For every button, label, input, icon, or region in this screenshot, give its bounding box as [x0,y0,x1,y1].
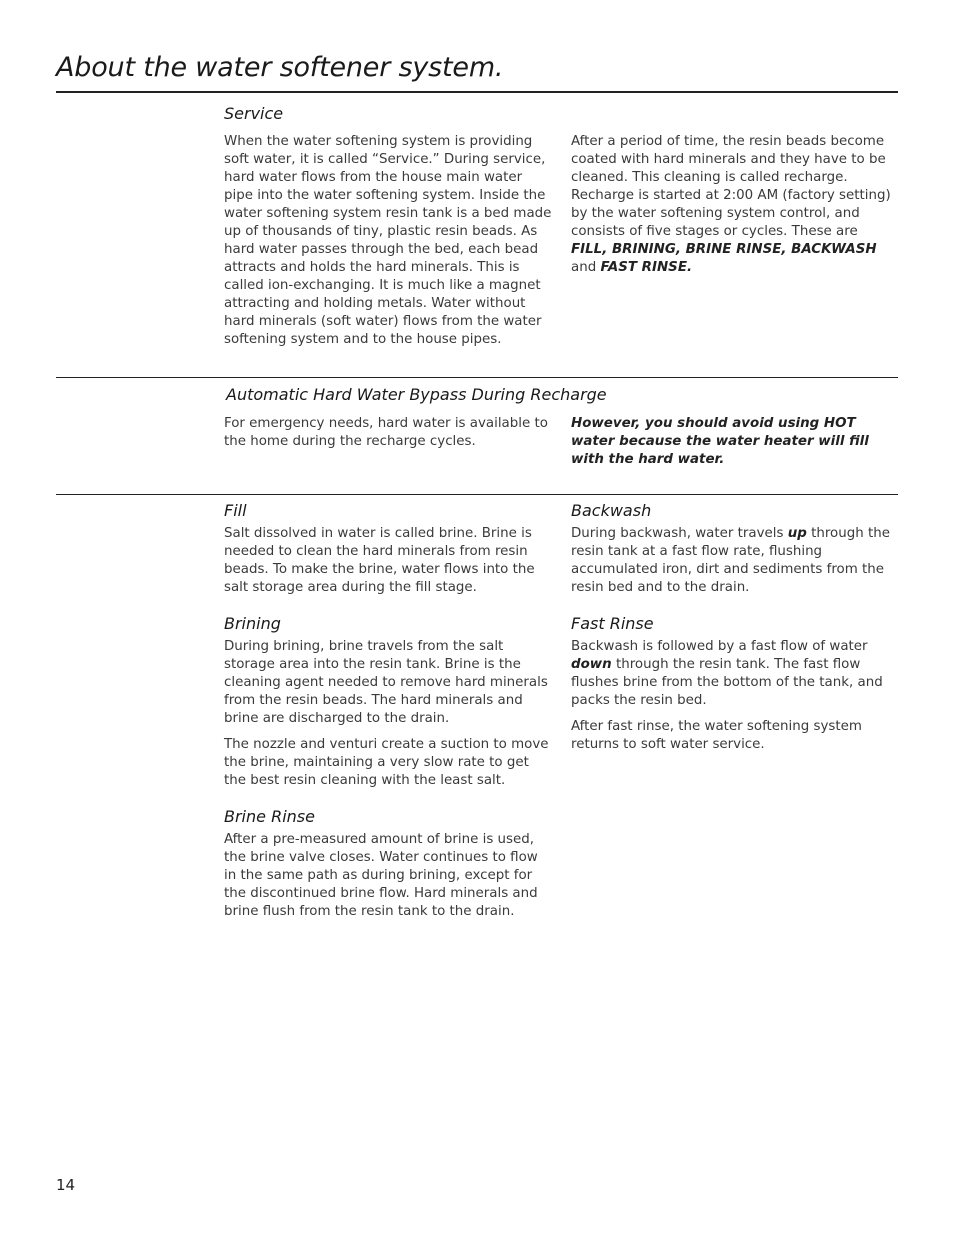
backwash-text: During backwash, water travels [571,526,788,541]
hot-water-warning: However, you should avoid using HOT water because the water heater will fill with the hard water. [571,416,869,467]
title-divider [56,91,898,93]
backwash-text-end: through the resin tank at a fast flow rate, flushing accumulated iron, dirt and sediments from the resin bed and to the drain. [571,526,890,595]
fill-heading: Fill [224,501,247,520]
fast-rinse-return-note: After fast rinse, the water softening system returns to soft water service. [571,719,862,752]
backwash-direction: up [787,526,807,541]
fast-rinse-description [571,638,893,710]
bypass-right-column [571,415,893,469]
section-divider [56,494,898,495]
brine-rinse-description: After a pre-measured amount of brine is used, the brine valve closes. Water continues to flow in the same path as during brining, except for the discontinued brine flow. Hard minerals and brine flush from the resin tank to the drain. [224,832,538,919]
page-title: About the water softener system. [56,52,504,83]
recharge-description [571,133,893,277]
service-right-column [571,133,893,277]
brine-rinse-heading: Brine Rinse [224,807,315,826]
recharge-and: and [571,260,601,275]
brining-nozzle-note: The nozzle and venturi create a suction to move the brine, maintaining a very slow rate to get the best resin cleaning with the least salt. [224,737,549,788]
fast-rinse-heading: Fast Rinse [571,614,654,633]
service-heading: Service [224,104,284,123]
fill-description: Salt dissolved in water is called brine. Brine is needed to clean the hard minerals from resin beads. To make the brine, water flows into the salt storage area during the fill stage. [224,526,535,595]
fast-rinse-text-end: through the resin tank. The fast flow flushes brine from the bottom of the tank, and packs the resin bed. [571,657,883,708]
brining-description: During brining, brine travels from the salt storage area into the resin tank. Brine is the cleaning agent needed to remove hard minerals from the resin beads. The hard minerals and brine are discharged to the drain. [224,639,548,726]
service-description: When the water softening system is providing soft water, it is called “Service.” During service, hard water flows from the house main water pipe into the water softening system. Inside the water softening system resin tank is a bed made up of thousands of tiny, plastic resin beads. As hard water passes through the bed, each bead attracts and holds the hard minerals. This is called ion-exchanging. It is much like a magnet attracting and holding metals. Water without hard minerals (soft water) flows from the water softening system and to the house pipes. [224,134,552,347]
page-number: 14 [56,1176,76,1194]
bypass-heading-wrap [226,385,886,405]
recharge-last-stage: FAST RINSE. [600,260,693,275]
recharge-stages: FILL, BRINING, BRINE RINSE, BACKWASH [571,242,877,257]
stages-left-column [224,501,554,921]
fast-rinse-direction: down [571,657,612,672]
backwash-description [571,525,893,597]
bypass-left-column [224,415,554,451]
brining-heading: Brining [224,614,281,633]
service-left-column [224,104,554,349]
recharge-text: After a period of time, the resin beads become coated with hard minerals and they have to be cleaned. This cleaning is called recharge. Recharge is started at 2:00 AM (factory setting) by the water softening system control, and consists of five stages or cycles. These are [571,134,891,239]
fast-rinse-text: Backwash is followed by a fast flow of water [571,639,868,654]
backwash-heading: Backwash [571,501,652,520]
bypass-description: For emergency needs, hard water is available to the home during the recharge cycles. [224,416,548,449]
bypass-heading: Automatic Hard Water Bypass During Recharge [226,385,607,404]
section-divider [56,377,898,378]
stages-right-column [571,501,893,754]
